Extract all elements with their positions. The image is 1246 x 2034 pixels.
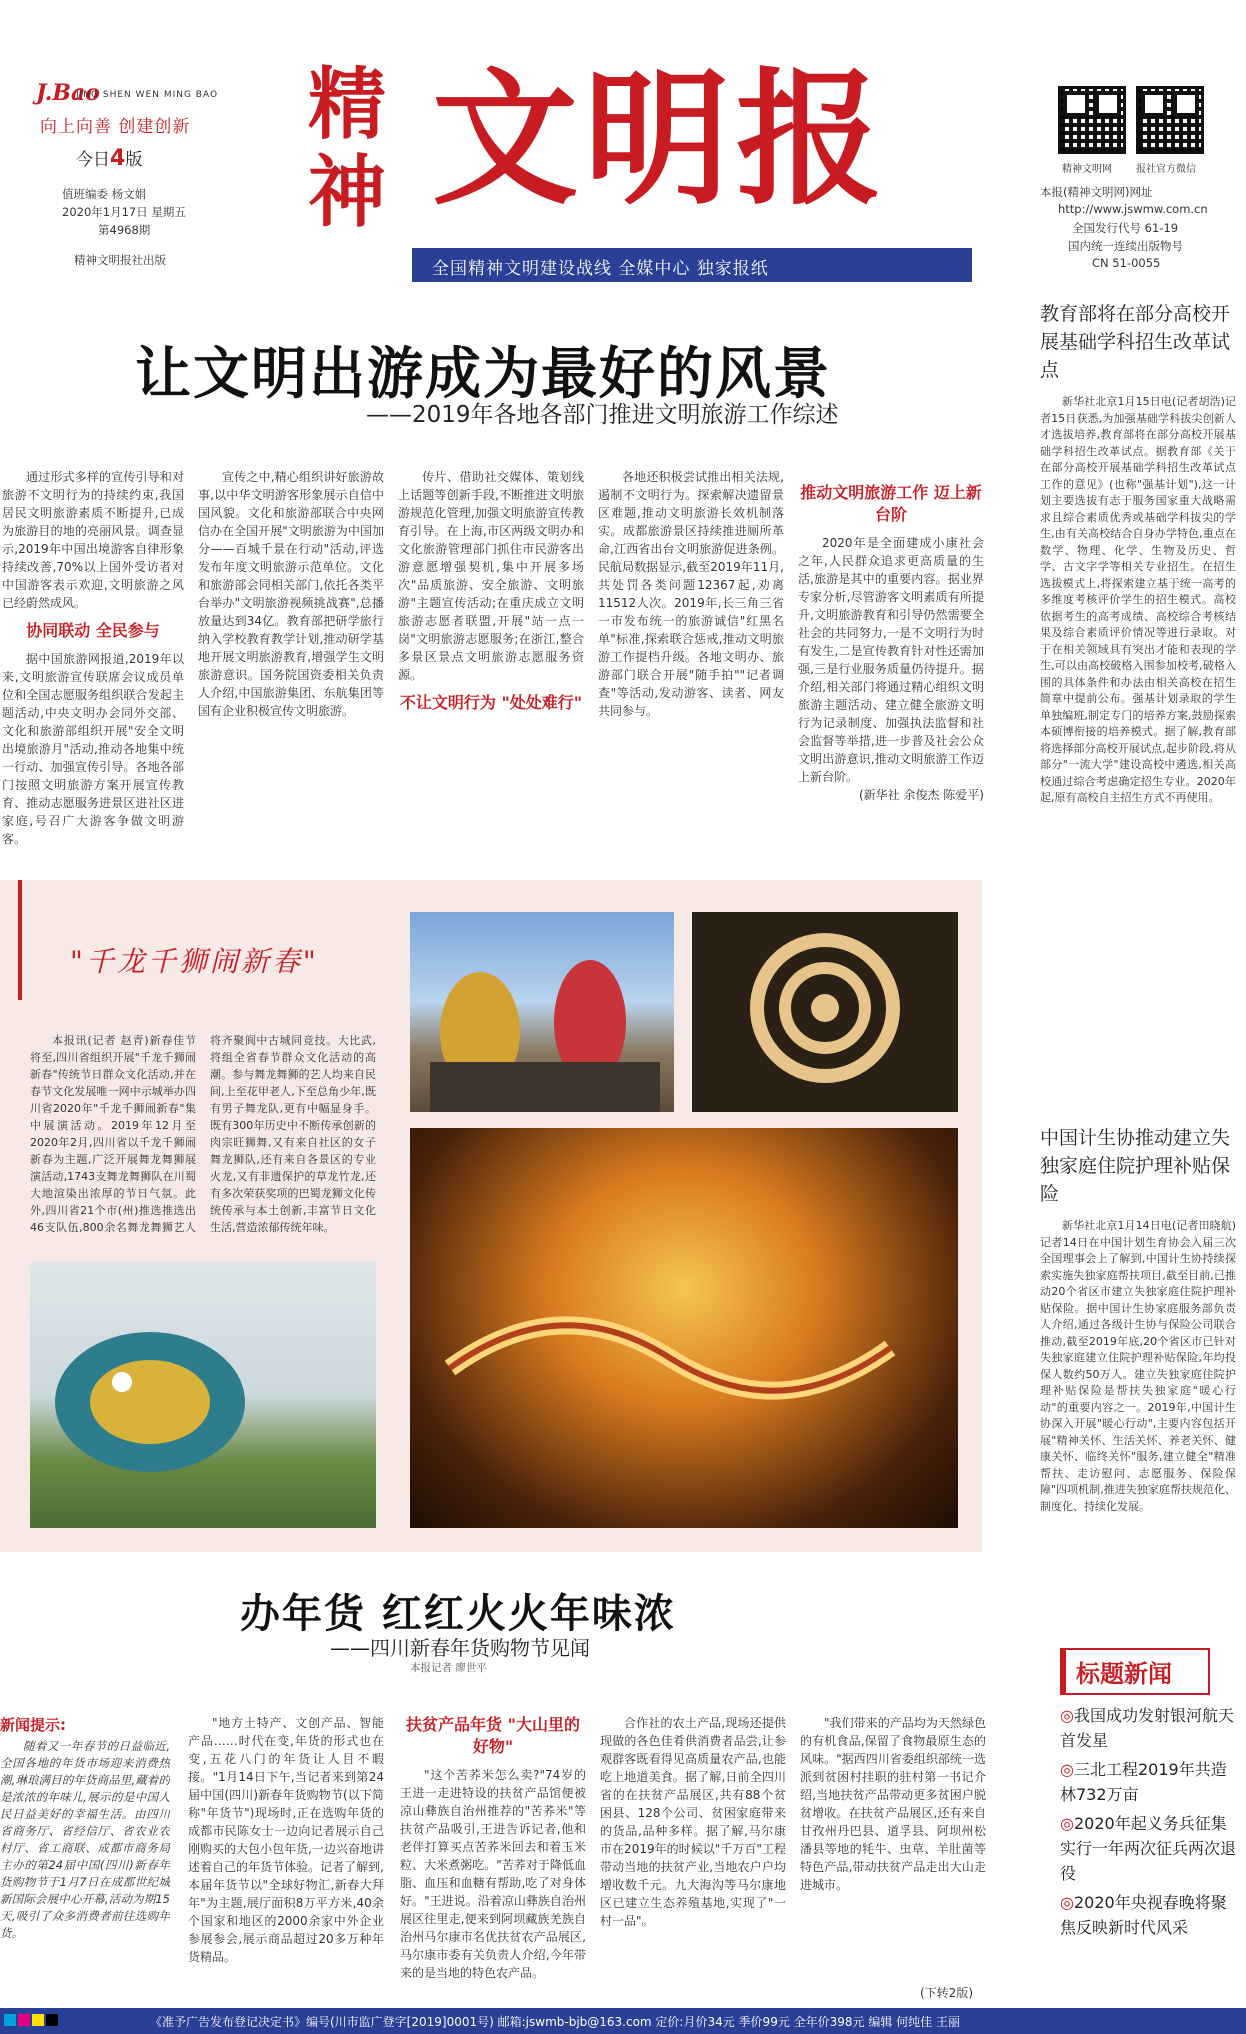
section-heading: 协同联动 全民参与 xyxy=(26,621,160,640)
circle-bullet-icon: ◎ xyxy=(1060,1814,1074,1833)
print-color-mark xyxy=(18,2014,30,2026)
section-heading: 推动文明旅游工作 迈上新台阶 xyxy=(800,483,982,524)
masthead-banner: 全国精神文明建设战线 全媒中心 独家报纸 xyxy=(412,248,972,282)
site-url[interactable]: http://www.jswmw.com.cn xyxy=(1058,202,1208,216)
headline-item[interactable]: ◎我国成功发射银河航天首发星 xyxy=(1060,1706,1234,1750)
feature-body: 本报讯(记者 赵青)新春佳节将至,四川省组织开展"千龙千狮闹新春"传统节日群众文化活动,并在春节文化发展唯一网中示城举办四川省2020年"千龙千狮闹新春"集中展演活动。2019年12月至2020年2月,四川省以千龙千狮闹新春为主题,广泛开展舞龙舞狮展演活动,1743支舞龙舞狮队在川蜀大地渲染出浓厚的节日气氛。此外,四川省21个市(州)推选推选出46支队伍,800余名舞龙舞狮艺人将齐聚阆中古城同竞技。大比武,将组全省春节群众文化活动的高潮。参与舞龙舞狮的艺人均来自民间,上至花甲老人,下至总角少年,既有男子舞龙队,更有中幅显身手。既有300年历史中不断传承创新的肉宗旺狮舞,又有来自社区的女子舞龙狮队,还有来自各景区的专业火龙,又有非遗保护的草龙竹龙,还有多次荣获奖项的巴蜀龙狮文化传统传承与本土创新,丰富节日文化生活,营造浓郁传统年味。 xyxy=(30,1034,376,1234)
duty-editor: 值班编委 杨文娟 xyxy=(62,187,147,201)
lead-headline: 让文明出游成为最好的风景 xyxy=(135,342,831,407)
second-headline: 办年货 红红火火年味浓 xyxy=(240,1591,676,1637)
right-column xyxy=(1040,300,1236,1540)
headlines-box xyxy=(1060,1648,1240,1944)
second-column-2: "地方土特产、文创产品、智能产品……时代在变,年货的形式也在变,五花八门的年货让人目不暇接。"1月14日下午,当记者来到第24届中国(四川)新春年货购物节(以下简称"年货节")现场时,正在选购年货的成都市民陈女士一边向记者展示自己刚购买的大包小包年货,一边兴奋地讲述着自己的年货节体验。记者了解到,本届年货节以"全球好物汇,新春大拜年"为主题,展厅面积8万平方米,40余个国家和地区的2000余家中外企业参展参会,展示商品超过20多万种年货精品。 xyxy=(188,1716,384,1964)
second-column-5: "我们带来的产品均为天然绿色的有机食品,保留了食物最原生态的风味。"据西四川省委组织部统一选派到贫困村挂职的驻村第一书记介绍,当地扶贫产品带动更多贫困户脱贫增收。在扶贫产品展区,还有来自甘孜州丹巴县、道孚县、阿坝州松潘县等地的牦牛、虫草、羊肚菌等特色产品,带动扶贫产品走出大山走进城市。 xyxy=(800,1716,986,1892)
distribution-code: 全国发行代号 61-19 xyxy=(1072,221,1179,235)
right-story-body: 新华社北京1月14日电(记者田晓航)记者14日在中国计划生育协会入届三次全国理事会上了解到,中国计生协持续探索实施失独家庭帮扶项目,截至目前,已推动20个省区市建立失独家庭住院护理补贴保险。据中国计生协家庭服务部负责人介绍,通过各级计生协与保险公司联合推动,截至2019年底,20个省区市已针对失独家庭建立住院护理补贴保险,年均投保人数约50万人。建立失独家庭住院护理补贴保险是帮扶失独家庭"暖心行动"的重要内容之一。2019年,中国计生协深入开展"暖心行动",主要内容包括开展"精神关怀、生活关怀、养老关怀、健康关怀、临终关怀"服务,建立健全"精准帮扶、走访慰问、志愿服务、保险保障"四项机制,推进失独家庭帮扶规范化、制度化、持续化发展。 xyxy=(1040,1219,1236,1513)
masthead xyxy=(0,0,1246,285)
right-story-title[interactable]: 中国计生协推动建立失独家庭住院护理补贴保险 xyxy=(1040,1127,1231,1205)
news-tip-body: 随着又一年春节的日益临近,全国各地的年货市场迎来消费热潮,琳琅满目的年货商品里,藏着的是浓浓的年味儿,展示的是中国人民日益美好的幸福生活。由四川省商务厅、省经信厅、省农业农村厅、省工商联、成都市商务局主办的第24届中国(四川)新春年货购物节于1月7日在成都世纪城新国际会展中心开幕,活动为期15天,吸引了众多消费者前往选购年货。 xyxy=(0,1739,170,1940)
newspaper-title: 文明报 xyxy=(432,54,888,225)
right-story-title[interactable]: 教育部将在部分高校开展基础学科招生改革试点 xyxy=(1040,303,1231,381)
second-byline: 本报记者 廖世平 xyxy=(410,1662,487,1674)
section-heading: 扶贫产品年货 "大山里的好物" xyxy=(406,1715,580,1756)
circle-bullet-icon: ◎ xyxy=(1060,1760,1074,1779)
headlines-box-title: 标题新闻 xyxy=(1060,1648,1210,1695)
today-pages: 今日4版 xyxy=(76,146,143,171)
news-tip-title: 新闻提示: xyxy=(0,1716,66,1734)
second-column-3: 扶贫产品年货 "大山里的好物" "这个苦荞米怎么卖?"74岁的王进一走进特设的扶贫产品馆便被凉山彝族自治州推荐的"苦荞米"等扶贫产品吸引,王进告诉记者,他和老伴打算买点苦荞米回去和着玉米粒、大米煮粥吃。"苦荞对于降低血脂、血压和血糖有帮助,吃了对身体好。"王进说。沿着凉山彝族自治州展区往里走,便来到阿坝藏族羌族自治州马尔康市名优扶贫农产品展区,马尔康市委有关负责人介绍,今年带来的是当地的特色农产品。 xyxy=(400,1715,586,1980)
lead-column-4: 各地还积极尝试推出相关法规,遏制不文明行为。探索解决遗留景区难题,推动文明旅游长效机制落实。成都旅游景区持续推进厕所革命,江西省出台文明旅游促进条例。民航局数据显示,截至2019年11月,共处罚各类问题12367起,劝离11512人次。2019年,长三角三省一市发布统一的旅游诚信"红黑名单"标准,探索联合惩戒,推动文明旅游工作提档升级。各地文明办、旅游部门联合开展"随手拍""记者调查"等活动,发动游客、读者、网友共同参与。 xyxy=(598,470,784,718)
second-subheadline: ——四川新春年货购物节见闻 xyxy=(330,1636,590,1660)
print-color-mark xyxy=(32,2014,44,2026)
publisher: 精神文明报社出版 xyxy=(74,253,166,267)
title-seal: 精 神 xyxy=(307,59,386,238)
print-color-mark xyxy=(4,2014,16,2026)
lead-column-1: 通过形式多样的宣传引导和对旅游不文明行为的持续约束,我国居民文明旅游素质不断提升,已成为旅游目的地的亮丽风景。调查显示,2019年中国出境游客自律形象持续改善,70%以上国外受访者对中国游客表示欢迎,文明旅游之风已经蔚然成风。 协同联动 全民参与 据中国旅游网报道,2019年以来,文明旅游宣传联席会议成员单位和全国志愿服务组织联合发起主题活动,中央文明办会同外交部、文化和旅游部组织开展"安全文明出境旅游月"活动,推动各地集中统一行动、加强宣传引导。各地各部门按照文明旅游方案开展宣传教育、推动志愿服务进景区进社区进家庭,号召广大游客争做文明游客。 xyxy=(2,470,184,846)
lead-subheadline: ——2019年各地各部门推进文明旅游工作综述 xyxy=(366,402,839,428)
qr-label-wechat: 报社官方微信 xyxy=(1136,164,1196,175)
serial-label: 国内统一连续出版物号 xyxy=(1068,239,1183,253)
lead-column-3: 传片、借助社交媒体、策划线上话题等创新手段,不断推进文明旅游规范化管理,加强文明旅游宣传教育引导。在上海,市区两级文明办和文化旅游管理部门抓住市民游客出游意愿增强契机,集中开展多场次"品质旅游、安全旅游、文明旅游"主题宣传活动;在重庆成立文明旅游志愿者联盟,开展"站一点一岗"文明旅游志愿服务;在浙江,整合多景区景点文明旅游志愿服务资源。 不让文明行为 "处处难行" xyxy=(398,470,584,712)
lead-column-2: 宣传之中,精心组织讲好旅游故事,以中华文明游客形象展示自信中国风貌。文化和旅游部联合中央网信办在全国开展"文明旅游为中国加分——百城千景在行动"活动,评选发布年度文明旅游示范单位。文化和旅游部会同相关部门,依托各类平台举办"文明旅游视频挑战赛",总播放量达到34亿。教育部把研学旅行纳入学校教育教学计划,推动研学基地开展文明旅游教育,增强学生文明旅游意识。国务院国资委相关负责人介绍,中国旅游集团、东航集团等国有企业积极宣传文明旅游。 xyxy=(198,470,384,718)
fire-dragon-photo xyxy=(410,1128,958,1528)
issue-date: 2020年1月17日 星期五 xyxy=(62,205,186,219)
section-heading: 不让文明行为 "处处难行" xyxy=(399,693,583,712)
headline-item[interactable]: ◎2020年起义务兵征集实行一年两次征兵两次退役 xyxy=(1060,1814,1237,1883)
dragon-parade-photo[interactable] xyxy=(410,912,674,1112)
straw-dragon-photo xyxy=(692,912,958,1112)
circle-bullet-icon: ◎ xyxy=(1060,1706,1074,1725)
right-story-body: 新华社北京1月15日电(记者胡浩)记者15日获悉,为加强基础学科拔尖创新人才选拔培养,教育部将在部分高校开展基础学科招生改革试点。据教育部《关于在部分高校开展基础学科招生改革试点工作的意见》(也称"强基计划"),这一计划主要选拔有志于服务国家重大战略需求且综合素质优秀或基础学科拔尖的学生,由有关高校结合自身办学特色,重点在数学、物理、化学、生物及历史、哲学、古文字学等相关专业招生。在招生选拔模式上,将探索建立基于统一高考的多维度考核评价学生的招生模式。高校依据考生的高考成绩、高校综合考核结果及综合素质评价情况等进行录取。对于在相关领域具有突出才能和表现的学生,可以由高校破格入围参加校考,破格入围的具体条件和办法由相关高校在招生简章中提前公布。强基计划录取的学生单独编班,制定专门的培养方案,鼓励探索本硕博衔接的培养模式。据了解,教育部将选择部分高校开展试点,起步阶段,将从部分"一流大学"建设高校中遴选,相关高校通过综合考虑确定招生专业。2020年起,原有高校自主招生方式不再使用。 xyxy=(1040,395,1236,804)
print-color-mark xyxy=(46,2014,58,2026)
headline-item[interactable]: ◎三北工程2019年共造林732万亩 xyxy=(1060,1760,1227,1804)
serial-number: CN 51-0055 xyxy=(1092,256,1161,270)
dragon-parade-photo xyxy=(410,912,674,1112)
slogan: 向上向善 创建创新 xyxy=(40,117,191,137)
site-label: 本报(精神文明网)网址 xyxy=(1040,185,1153,199)
issue-number: 第4968期 xyxy=(98,223,151,237)
continued-note: (下转2版) xyxy=(920,1986,973,2000)
dragon-head-photo[interactable] xyxy=(30,1262,376,1528)
dragon-head-photo xyxy=(30,1262,376,1528)
straw-dragon-photo[interactable] xyxy=(692,912,958,1112)
headline-item[interactable]: ◎2020年央视春晚将聚焦反映新时代风采 xyxy=(1060,1893,1227,1937)
brand-logo: J.Bao xyxy=(36,80,100,106)
second-column-4: 合作社的农土产品,现场还提供现做的各色佳肴供消费者品尝,让参观群客既看得见高质量农产品,也能吃上地道美食。据了解,日前全四川省的在扶贫产品展区,共有88个贫困县、128个公司、贫困家庭带来的货品,品种多样。据了解,马尔康市在2019年的时候以"千万百"工程带动当地的扶贫产业,当地农户户均增收数千元。九大海沟等马尔康地区已建立生态养殖基地,实现了"一村一品"。 xyxy=(600,1716,786,1928)
qr-label-website: 精神文明网 xyxy=(1062,164,1112,175)
feature-accent-bar xyxy=(18,880,22,1000)
qr-code-icon[interactable] xyxy=(1058,86,1126,154)
fire-dragon-photo[interactable] xyxy=(410,1128,958,1528)
footer-bar: 《准予广告发布登记决定书》编号(川市监广登字[2019]0001号) 邮箱:jswmb-bjb@163.com 定价:月价34元 季价99元 全年价398元 编辑 何纯佳 王丽 xyxy=(0,2008,1246,2034)
qr-code-icon[interactable] xyxy=(1136,86,1204,154)
feature-title: "千龙千狮闹新春" xyxy=(70,945,319,978)
circle-bullet-icon: ◎ xyxy=(1060,1893,1074,1912)
brand-pinyin: JING SHEN WEN MING BAO xyxy=(76,90,219,100)
lead-column-5: 推动文明旅游工作 迈上新台阶 2020年是全面建成小康社会之年,人民群众追求更高质量的生活,旅游是其中的重要内容。据业界专家分析,尽管游客文明素质有所提升,文明旅游教育和引导仍然需要全社会的共同努力,一是不文明行为时有发生,二是宣传教育针对性还需加强,三是行业服务质量仍待提升。据介绍,相关部门将通过精心组织文明旅游主题活动、建立健全旅游文明行为记录制度、加强执法监督和社会监督等举措,进一步普及社会公众文明出游意识,推动文明旅游工作迈上新台阶。 (新华社 余俊杰 陈爱平) xyxy=(798,483,984,802)
